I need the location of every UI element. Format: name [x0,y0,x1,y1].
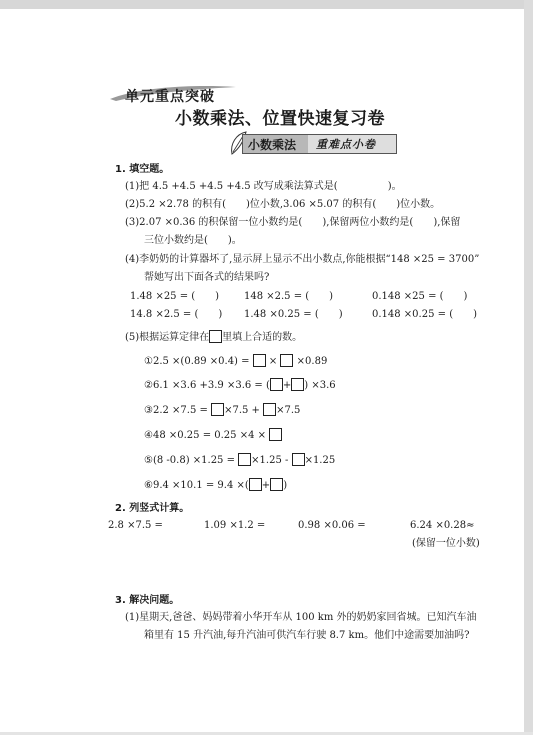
answer-box[interactable] [280,354,293,367]
answer-box[interactable] [249,478,262,491]
section2-title: 2. 列竖式计算。 [115,503,190,514]
answer-box[interactable] [292,453,305,466]
page-top-border [0,0,533,9]
answer-box[interactable] [270,478,283,491]
calc-item: 1.48 ×25 = ( ) [130,291,220,302]
law-text: ×0.89 [296,356,328,367]
section1-title: 1. 填空题。 [115,164,170,175]
law-text: ×1.25 [304,455,336,466]
question-1-4-line1: (4)李奶奶的计算器坏了,显示屏上显示不出小数点,你能根据“148 ×25 = 3700” [125,254,480,265]
answer-box-sample [209,330,222,343]
law-text: ⑥9.4 ×10.1 = 9.4 ×( [144,480,249,491]
law-text: ×7.5 [276,405,301,416]
law-item-3 [144,403,300,417]
law-text: + [282,380,292,391]
law-text: ③2.2 ×7.5 = [144,405,208,416]
question-1-5-text-post: 里填上合适的数。 [222,332,303,343]
problem-3-1-line1: (1)星期天,爸爸、妈妈带着小华开车从 100 km 外的奶奶家回省城。已知汽车油 [125,612,477,623]
law-item-4 [144,428,282,442]
vertical-calc-item: 6.24 ×0.28≈ [410,520,475,531]
section-banner [228,134,402,154]
vertical-calc-item: 1.09 ×1.2 = [204,520,266,531]
page-right-border [524,0,533,735]
law-text: ②6.1 ×3.6 +3.9 ×3.6 = ( [144,380,270,391]
rounding-note: (保留一位小数) [412,538,480,549]
answer-box[interactable] [291,378,304,391]
question-1-5 [125,330,302,344]
unit-title: 单元重点突破 [125,89,215,105]
law-item-5 [144,453,335,467]
law-text: ) [283,480,288,491]
law-text: + [261,480,271,491]
calc-item: 148 ×2.5 = ( ) [244,291,334,302]
question-1-2: (2)5.2 ×2.78 的积有( )位小数,3.06 ×5.07 的积有( )位小数。 [125,199,441,210]
answer-box[interactable] [211,403,224,416]
law-text: ×7.5 + [224,405,260,416]
question-1-3-line2: 三位小数约是( )。 [144,235,242,246]
banner-topic: 小数乘法 [248,138,297,152]
law-text: ①2.5 ×(0.89 ×0.4) = [144,356,250,367]
answer-box[interactable] [238,453,251,466]
section3-title: 3. 解决问题。 [115,595,180,606]
law-item-1 [144,354,327,368]
law-text: × [268,356,278,367]
calc-item: 0.148 ×0.25 = ( ) [372,309,477,320]
law-text: ⑤(8 -0.8) ×1.25 = [144,455,235,466]
problem-3-1-line2: 箱里有 15 升汽油,每升汽油可供汽车行驶 8.7 km。他们中途需要加油吗? [144,630,470,641]
vertical-calc-item: 2.8 ×7.5 = [108,520,163,531]
main-title: 小数乘法、位置快速复习卷 [175,109,385,129]
law-text: ) ×3.6 [304,380,336,391]
law-text: ④48 ×0.25 = 0.25 ×4 × [144,430,266,441]
question-1-1: (1)把 4.5 +4.5 +4.5 +4.5 改写成乘法算式是( )。 [125,181,402,192]
answer-box[interactable] [269,428,282,441]
law-item-6 [144,478,287,492]
calc-item: 1.48 ×0.25 = ( ) [244,309,343,320]
law-text: ×1.25 - [251,455,289,466]
vertical-calc-item: 0.98 ×0.06 = [298,520,366,531]
calc-item: 0.148 ×25 = ( ) [372,291,468,302]
answer-box[interactable] [263,403,276,416]
answer-box[interactable] [253,354,266,367]
question-1-4-line2: 帮她写出下面各式的结果吗? [144,272,270,283]
banner-subtitle: 重难点小卷 [316,138,376,151]
calc-item: 14.8 ×2.5 = ( ) [130,309,223,320]
answer-box[interactable] [270,378,283,391]
law-item-2 [144,378,336,392]
question-1-5-text-pre: (5)根据运算定律在 [125,332,210,343]
question-1-3-line1: (3)2.07 ×0.36 的积保留一位小数约是( ),保留两位小数约是( ),保留 [125,217,461,228]
